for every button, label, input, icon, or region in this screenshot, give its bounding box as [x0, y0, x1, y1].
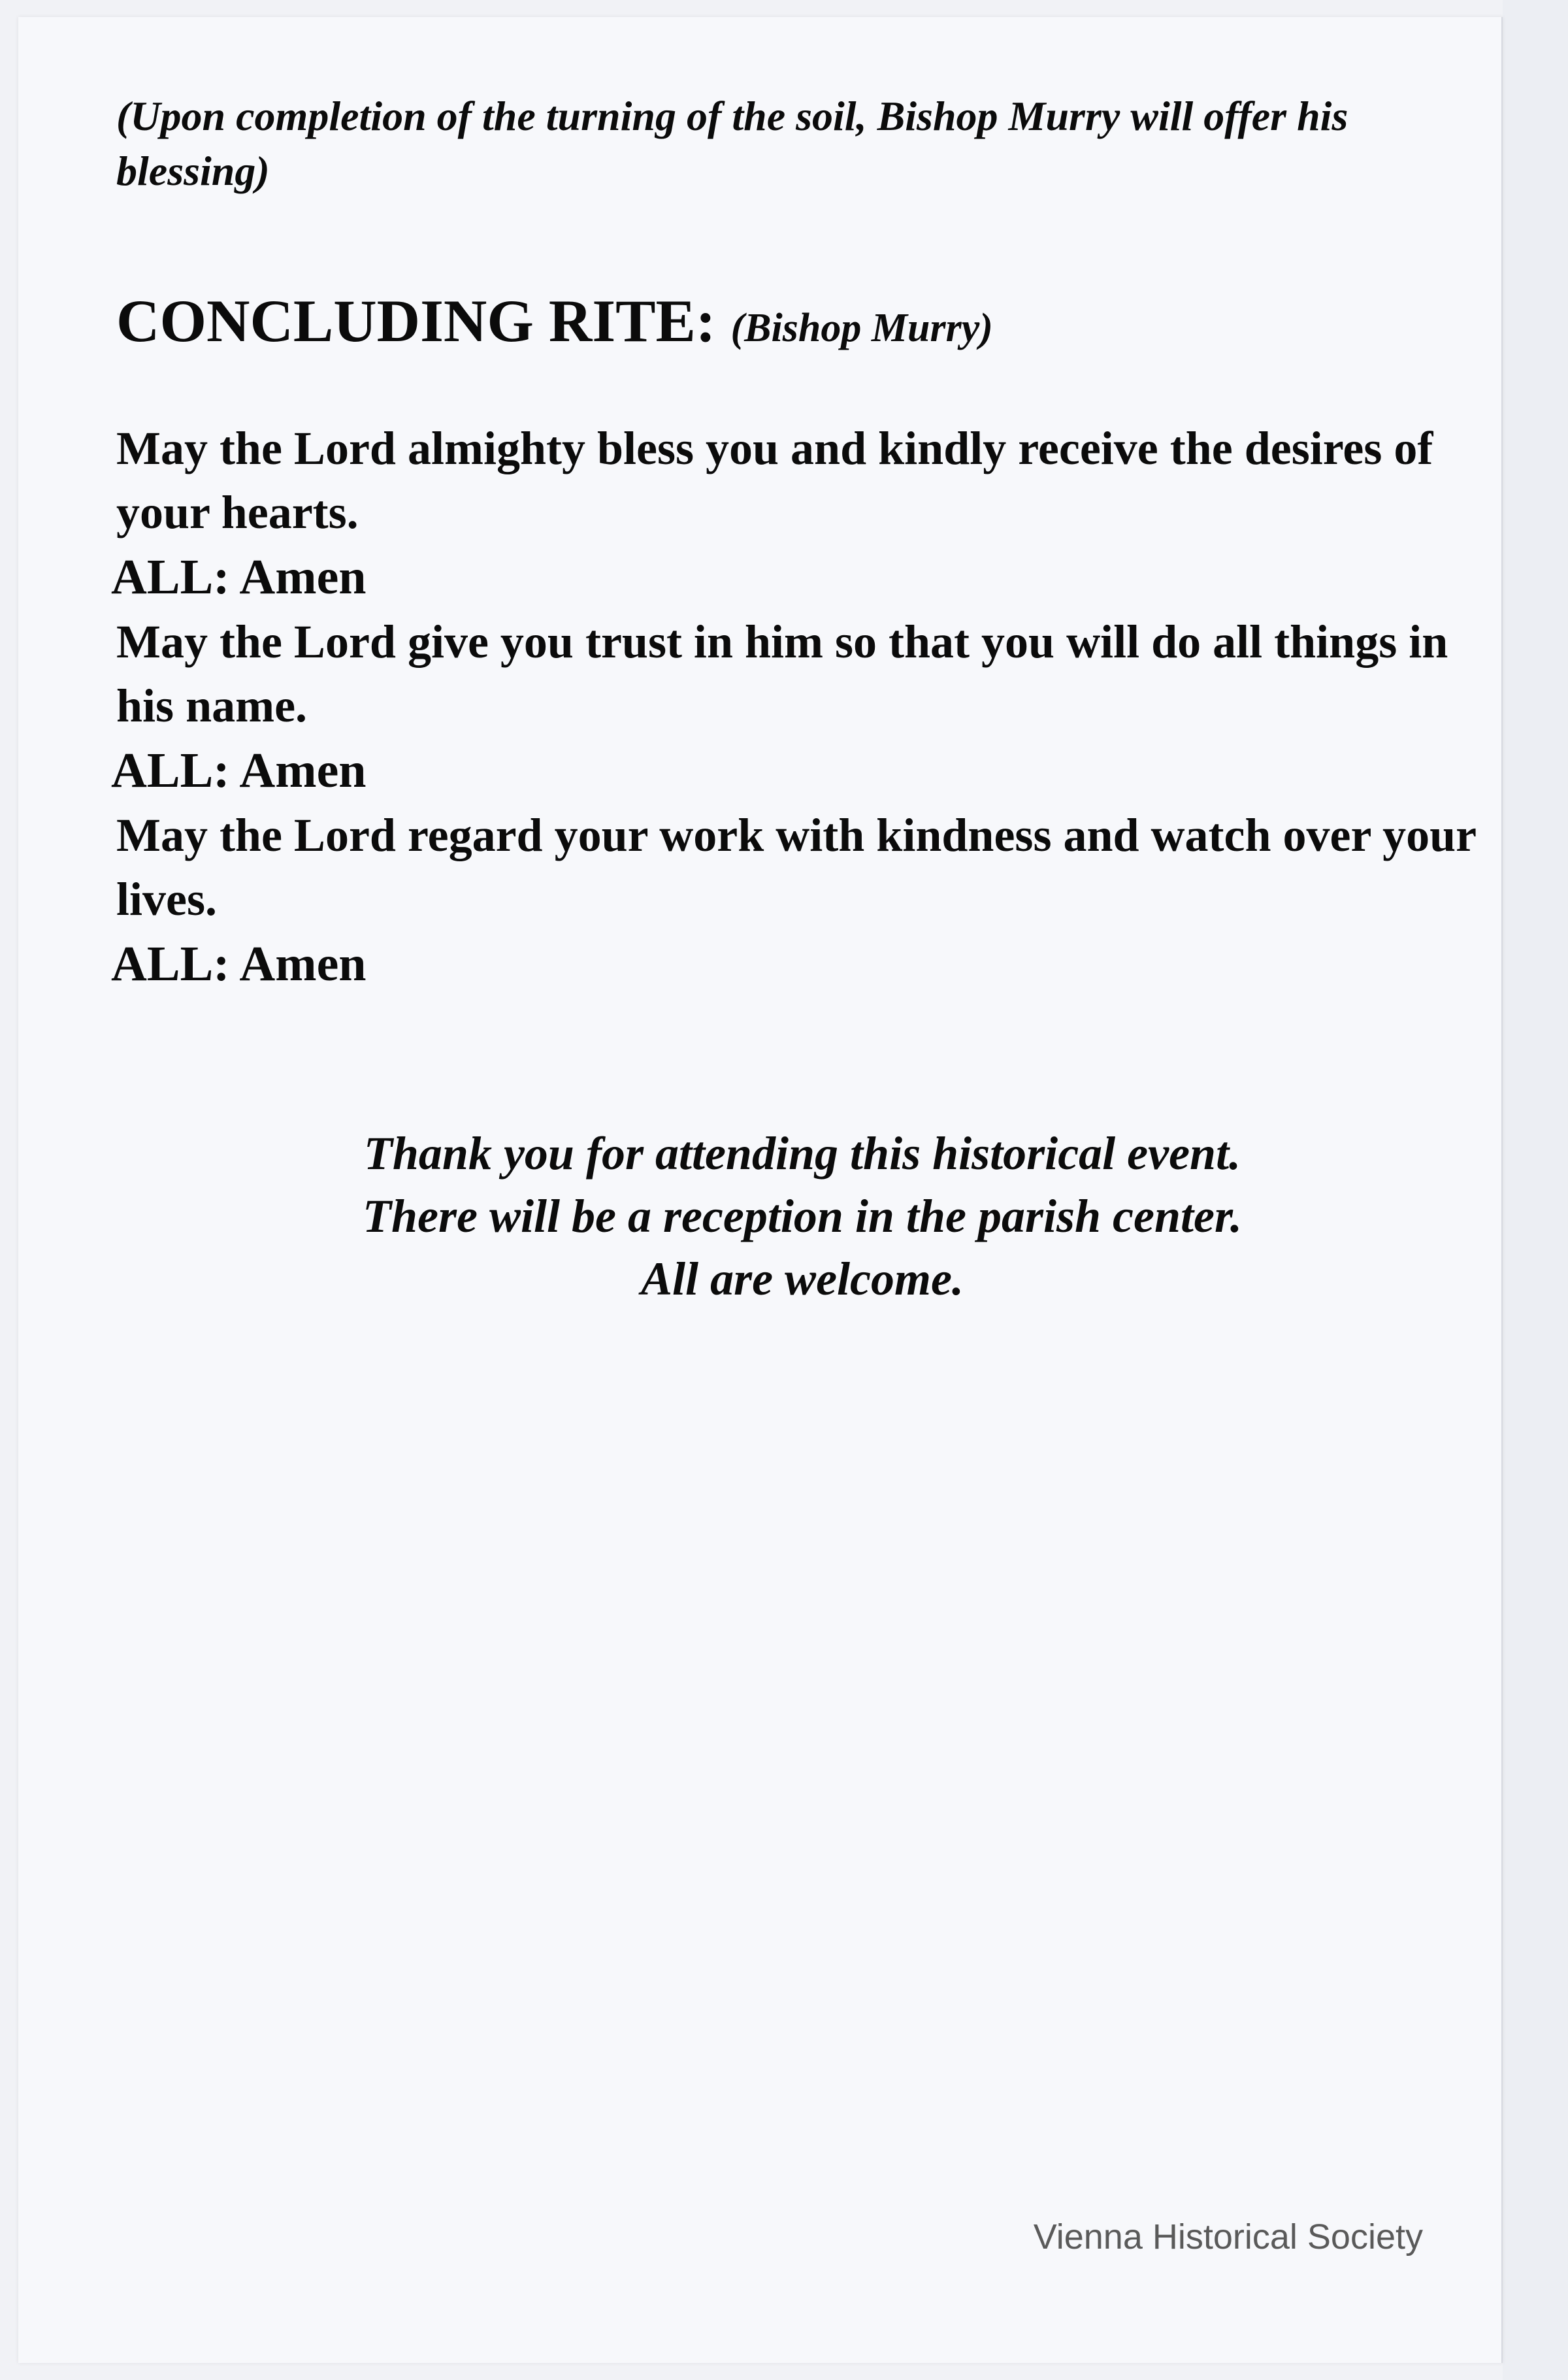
- closing-line-3: All are welcome.: [641, 1253, 964, 1305]
- page-edge: [1503, 0, 1568, 2380]
- blessing-text-2: May the Lord give you trust in him so that you will do all things in his name.: [116, 616, 1448, 732]
- document-page: [18, 17, 1503, 2363]
- page-content: [111, 89, 1488, 1310]
- rubric-instruction: (Upon completion of the turning of the soil, Bishop Murry will offer his blessing): [116, 93, 1348, 194]
- closing-line-2: There will be a reception in the parish center.: [363, 1190, 1242, 1242]
- blessing-response-3: ALL: Amen: [111, 936, 367, 991]
- section-title: CONCLUDING RITE:: [116, 288, 716, 354]
- closing-line-1: Thank you for attending this historical event.: [363, 1127, 1241, 1180]
- closing-message: [116, 1122, 1488, 1310]
- blessing-response-2: ALL: Amen: [111, 743, 367, 798]
- section-officiant: (Bishop Murry): [730, 306, 993, 350]
- blessing-text-1: May the Lord almighty bless you and kindly receive the desires of your hearts.: [116, 422, 1433, 538]
- section-heading: [116, 285, 1488, 364]
- archive-watermark: Vienna Historical Society: [1033, 2217, 1423, 2256]
- blessing-text-3: May the Lord regard your work with kindness and watch over your lives.: [116, 809, 1476, 925]
- blessing-response-1: ALL: Amen: [111, 550, 367, 604]
